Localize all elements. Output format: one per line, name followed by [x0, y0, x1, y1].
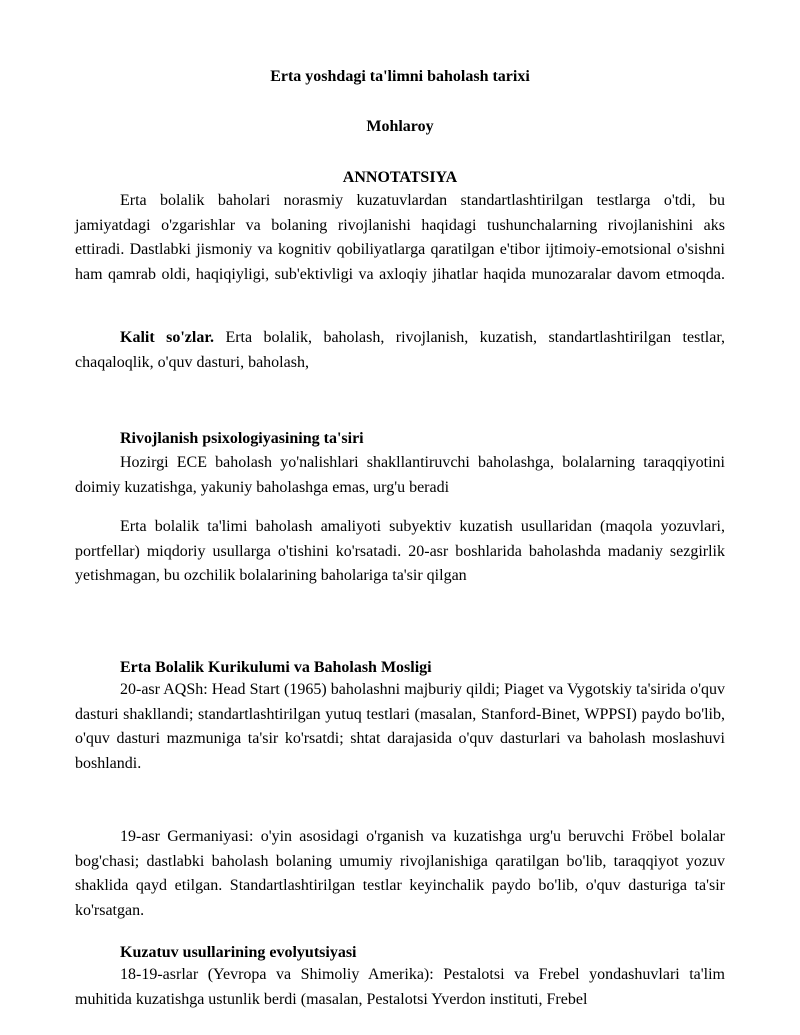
annotation-heading: ANNOTATSIYA: [342, 169, 458, 186]
section-2-paragraph-2: 19-asr Germaniyasi: o'yin asosidagi o'rganish va kuzatishga urg'u beruvchi Fröbel bolalar bog'chasi; dastlabki baholash bolaning umumiy rivojlanishiga qaratilgan bo'lib, taraqqiyot yozuv shaklida qayd etilgan. Standartlashtirilgan testlar keyinchalik paydo bo'lib, o'quv dasturiga ta'sir ko'rsatgan.: [75, 828, 725, 919]
section-1-paragraph-1: Hozirgi ECE baholash yo'nalishlari shakllantiruvchi baholashga, bolalarning taraqqiyotini doimiy kuzatishga, yakuniy baholashga emas, urg'u beradi: [75, 454, 725, 496]
section-2-paragraph-1: 20-asr AQSh: Head Start (1965) baholashni majburiy qildi; Piaget va Vygotskiy ta'sirida o'quv dasturi shakllandi; standartlashtirilgan yutuq testlari (masalan, Stanford-Binet, WPPSI) paydo bo'lib, o'quv dasturi mazmuniga ta'sir ko'rsatdi; shtat darajasida o'quv dasturlari va baholash moslashuvi boshlandi.: [75, 681, 725, 772]
annotation-paragraph: Erta bolalik baholari norasmiy kuzatuvlardan standartlashtirilgan testlarga o'tdi, bu jamiyatdagi o'zgarishlar va bolaning rivojlanishi haqidagi tushunchalarning rivojlanishini aks ettiradi. Dastlabki jismoniy va kognitiv qobiliyatlarga qaratilgan e'tibor ijtimoiy-emotsional o'sishni ham qamrab oldi, haqiqiyligi, sub'ektivligi va axloqiy jihatlar haqida munozaralar davom etmoqda.: [75, 192, 725, 283]
document-title: Erta yoshdagi ta'limni baholash tarixi: [270, 68, 530, 85]
section-heading-3: Kuzatuv usullarining evolyutsiyasi: [120, 944, 357, 961]
author-name: Mohlaroy: [366, 118, 434, 135]
section-1-paragraph-2: Erta bolalik ta'limi baholash amaliyoti subyektiv kuzatish usullaridan (maqola yozuvlari, portfellar) miqdoriy usullarga o'tishini ko'rsatadi. 20-asr boshlarida baholashda madaniy sezgirlik yetishmagan, bu ozchilik bolalarining baholariga ta'sir qilgan: [75, 518, 725, 584]
section-heading-1: Rivojlanish psixologiyasining ta'siri: [120, 430, 364, 447]
keywords-paragraph: [75, 326, 725, 375]
keywords-text: Erta bolalik, baholash, rivojlanish, kuzatish, standartlashtirilgan testlar, chaqaloqlik, o'quv dasturi, baholash,: [75, 329, 726, 371]
keywords-label: Kalit so'zlar.: [120, 329, 214, 346]
section-heading-2: Erta Bolalik Kurikulumi va Baholash Mosligi: [120, 659, 432, 676]
section-3-paragraph-1: 18-19-asrlar (Yevropa va Shimoliy Amerika): Pestalotsi va Frebel yondashuvlari ta'lim muhitida kuzatishga ustunlik berdi (masalan, Pestalotsi Yverdon instituti, Frebel: [75, 966, 725, 1008]
